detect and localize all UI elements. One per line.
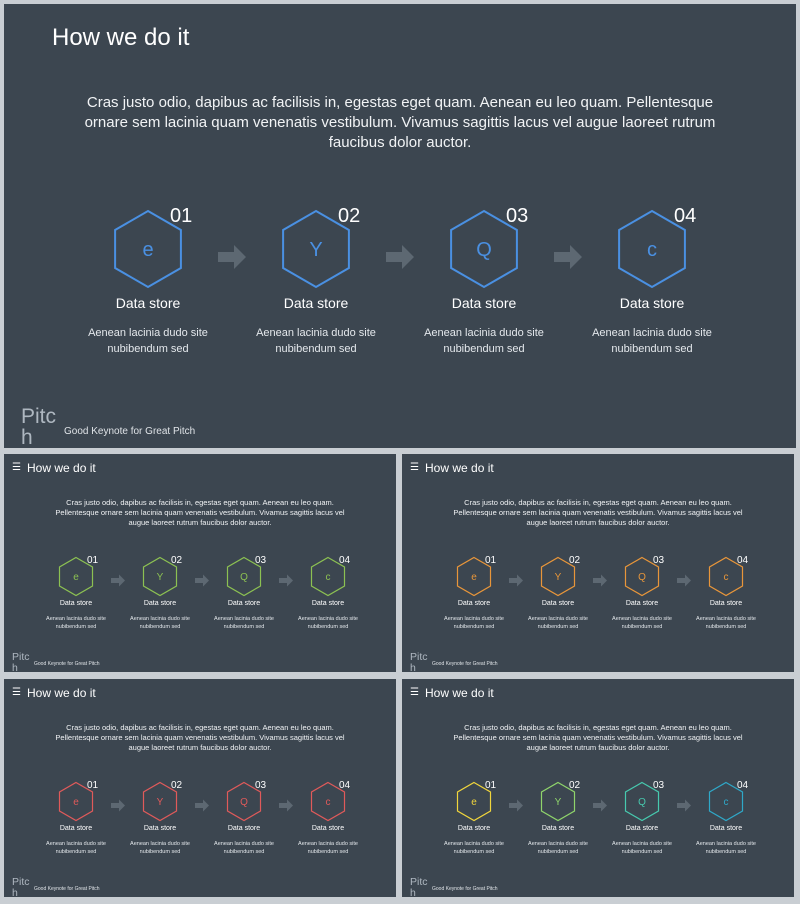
arrow-right-icon: [593, 575, 607, 587]
step-letter: Y: [309, 239, 323, 261]
slide-title: How we do it: [27, 461, 96, 475]
step-number: 03: [255, 779, 267, 791]
arrow-right-icon: [195, 575, 209, 587]
brand-logo-text: Pitch: [410, 651, 428, 672]
step-label: Data store: [709, 599, 743, 607]
step-number: 02: [338, 205, 361, 227]
step-label: Data store: [625, 599, 659, 607]
brand-tagline: Good Keynote for Great Pitch: [64, 426, 196, 437]
step-description: Aenean lacinia dudo site nubibendum sed: [444, 615, 504, 630]
arrow-right-icon: [218, 245, 246, 269]
step-description: Aenean lacinia dudo site nubibendum sed: [444, 840, 504, 855]
step-letter: Y: [554, 797, 562, 808]
step-description: Aenean lacinia dudo site nubibendum sed: [592, 327, 712, 355]
brand-logo-text: Pitch: [410, 876, 428, 897]
steps-graphic: [402, 679, 794, 897]
step-number: 01: [87, 554, 99, 566]
step-description: Aenean lacinia dudo site nubibendum sed: [528, 615, 588, 630]
step-letter: e: [73, 572, 79, 583]
arrow-right-icon: [509, 575, 523, 587]
step-letter: Q: [240, 797, 248, 808]
step-description: Aenean lacinia dudo site nubibendum sed: [612, 615, 672, 630]
step-description: Aenean lacinia dudo site nubibendum sed: [46, 840, 106, 855]
step-number: 04: [674, 205, 697, 227]
slide-body-text: Cras justo odio, dapibus ac facilisis in, egestas eget quam. Aenean eu leo quam. Pellentesque ornare sem lacinia quam venenatis vestibulum. Vivamus sagittis lacus vel augue laoreet rutrum faucibus dolor auctor.: [453, 723, 743, 752]
arrow-right-icon: [509, 800, 523, 812]
step-letter: e: [142, 239, 154, 261]
brand-tagline: Good Keynote for Great Pitch: [432, 661, 498, 667]
step-number: 01: [485, 554, 497, 566]
step-description: Aenean lacinia dudo site nubibendum sed: [528, 840, 588, 855]
slide-body-text: Cras justo odio, dapibus ac facilisis in, egestas eget quam. Aenean eu leo quam. Pellentesque ornare sem lacinia quam venenatis vestibulum. Vivamus sagittis lacus vel augue laoreet rutrum faucibus dolor auctor.: [453, 498, 743, 527]
slide-thumbnail-orange[interactable]: [402, 454, 794, 672]
slide-title: How we do it: [425, 461, 494, 475]
step-number: 04: [339, 554, 351, 566]
step-number: 02: [171, 554, 183, 566]
steps-graphic: [4, 679, 396, 897]
step-label: Data store: [625, 824, 659, 832]
slide-main[interactable]: [4, 4, 796, 448]
slide-body-text: Cras justo odio, dapibus ac facilisis in, egestas eget quam. Aenean eu leo quam. Pellentesque ornare sem lacinia quam venenatis vestibulum. Vivamus sagittis lacus vel augue laoreet rutrum faucibus dolor auctor.: [84, 94, 716, 151]
step-letter: e: [471, 572, 477, 583]
step-label: Data store: [619, 295, 685, 311]
step-label: Data store: [283, 295, 349, 311]
step-letter: e: [73, 797, 79, 808]
menu-icon[interactable]: ☰: [12, 462, 21, 473]
arrow-right-icon: [111, 800, 125, 812]
menu-icon[interactable]: ☰: [410, 687, 419, 698]
step-letter: Q: [476, 239, 492, 261]
step-number: 02: [569, 554, 581, 566]
step-number: 03: [506, 205, 529, 227]
slide-title: How we do it: [52, 24, 190, 51]
slide-title: How we do it: [27, 686, 96, 700]
step-label: Data store: [227, 599, 261, 607]
step-label: Data store: [457, 824, 491, 832]
step-number: 04: [339, 779, 351, 791]
step-label: Data store: [59, 824, 93, 832]
step-label: Data store: [541, 599, 575, 607]
step-description: Aenean lacinia dudo site nubibendum sed: [256, 327, 376, 355]
slide-thumbnail-red[interactable]: [4, 679, 396, 897]
step-label: Data store: [143, 599, 177, 607]
step-label: Data store: [115, 295, 181, 311]
step-description: Aenean lacinia dudo site nubibendum sed: [214, 615, 274, 630]
step-description: Aenean lacinia dudo site nubibendum sed: [88, 327, 208, 355]
slide-thumbnail-green[interactable]: [4, 454, 396, 672]
step-number: 03: [653, 779, 665, 791]
step-letter: Q: [638, 797, 646, 808]
step-number: 04: [737, 779, 749, 791]
step-description: Aenean lacinia dudo site nubibendum sed: [696, 840, 756, 855]
arrow-right-icon: [386, 245, 414, 269]
step-number: 01: [170, 205, 193, 227]
step-number: 02: [171, 779, 183, 791]
step-letter: Q: [240, 572, 248, 583]
step-number: 04: [737, 554, 749, 566]
step-number: 03: [255, 554, 267, 566]
step-label: Data store: [457, 599, 491, 607]
step-letter: c: [723, 572, 729, 583]
step-description: Aenean lacinia dudo site nubibendum sed: [298, 615, 358, 630]
step-letter: Y: [554, 572, 562, 583]
step-label: Data store: [59, 599, 93, 607]
slide-body-text: Cras justo odio, dapibus ac facilisis in, egestas eget quam. Aenean eu leo quam. Pellentesque ornare sem lacinia quam venenatis vestibulum. Vivamus sagittis lacus vel augue laoreet rutrum faucibus dolor auctor.: [55, 498, 345, 527]
step-label: Data store: [227, 824, 261, 832]
step-letter: c: [647, 239, 657, 261]
step-description: Aenean lacinia dudo site nubibendum sed: [130, 840, 190, 855]
step-letter: e: [471, 797, 477, 808]
step-label: Data store: [311, 824, 345, 832]
slide-thumbnail-multicolor[interactable]: [402, 679, 794, 897]
brand-tagline: Good Keynote for Great Pitch: [34, 886, 100, 892]
step-description: Aenean lacinia dudo site nubibendum sed: [298, 840, 358, 855]
brand-tagline: Good Keynote for Great Pitch: [432, 886, 498, 892]
step-description: Aenean lacinia dudo site nubibendum sed: [214, 840, 274, 855]
step-description: Aenean lacinia dudo site nubibendum sed: [696, 615, 756, 630]
step-label: Data store: [451, 295, 517, 311]
step-letter: c: [723, 797, 729, 808]
step-letter: c: [325, 797, 331, 808]
arrow-right-icon: [279, 800, 293, 812]
step-letter: c: [325, 572, 331, 583]
step-label: Data store: [311, 599, 345, 607]
arrow-right-icon: [195, 800, 209, 812]
step-description: Aenean lacinia dudo site nubibendum sed: [46, 615, 106, 630]
brand-logo-text: Pitch: [12, 651, 30, 672]
steps-graphic: [402, 454, 794, 672]
brand-logo-text: Pitch: [12, 876, 30, 897]
arrow-right-icon: [593, 800, 607, 812]
menu-icon[interactable]: ☰: [12, 687, 21, 698]
menu-icon[interactable]: ☰: [410, 462, 419, 473]
step-number: 01: [485, 779, 497, 791]
arrow-right-icon: [111, 575, 125, 587]
slide-title: How we do it: [425, 686, 494, 700]
arrow-right-icon: [677, 800, 691, 812]
step-description: Aenean lacinia dudo site nubibendum sed: [130, 615, 190, 630]
step-label: Data store: [143, 824, 177, 832]
arrow-right-icon: [279, 575, 293, 587]
step-description: Aenean lacinia dudo site nubibendum sed: [424, 327, 544, 355]
brand-tagline: Good Keynote for Great Pitch: [34, 661, 100, 667]
step-letter: Q: [638, 572, 646, 583]
step-number: 03: [653, 554, 665, 566]
step-label: Data store: [541, 824, 575, 832]
arrow-right-icon: [677, 575, 691, 587]
step-number: 02: [569, 779, 581, 791]
steps-graphic: [4, 454, 396, 672]
step-number: 01: [87, 779, 99, 791]
arrow-right-icon: [554, 245, 582, 269]
slide-body-text: Cras justo odio, dapibus ac facilisis in, egestas eget quam. Aenean eu leo quam. Pellentesque ornare sem lacinia quam venenatis vestibulum. Vivamus sagittis lacus vel augue laoreet rutrum faucibus dolor auctor.: [55, 723, 345, 752]
step-letter: Y: [156, 572, 164, 583]
step-letter: Y: [156, 797, 164, 808]
step-label: Data store: [709, 824, 743, 832]
step-description: Aenean lacinia dudo site nubibendum sed: [612, 840, 672, 855]
brand-logo-text: Pitch: [21, 405, 57, 448]
